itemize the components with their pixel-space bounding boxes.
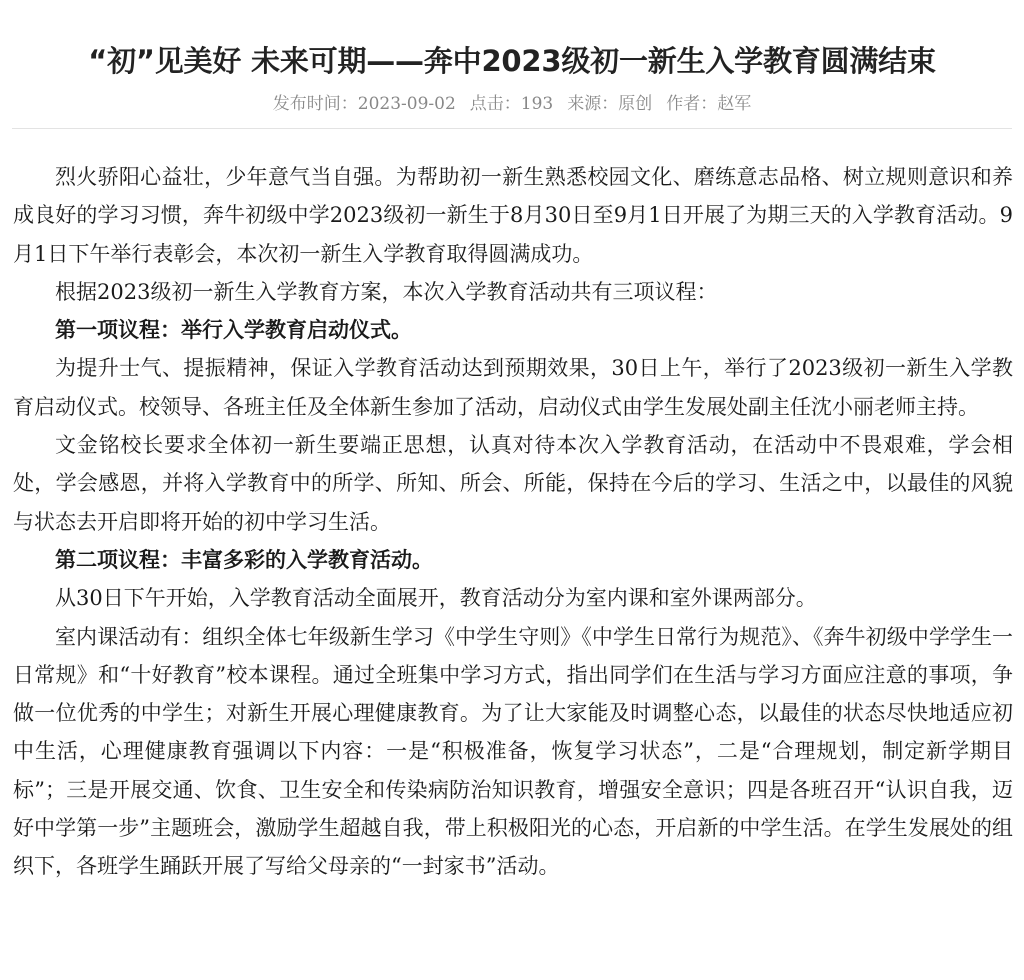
article-content xyxy=(13,158,1013,886)
agenda-heading-1: 第一项议程：举行入学教育启动仪式。 xyxy=(55,317,412,343)
publish-label: 发布时间： xyxy=(272,94,358,114)
click-count: 193 xyxy=(520,94,554,114)
clicks-label: 点击： xyxy=(469,94,521,114)
article-meta xyxy=(0,92,1024,116)
paragraph-ceremony: 为提升士气、提振精神，保证入学教育活动达到预期效果，30日上午，举行了2023级初一新生入学教育启动仪式。校领导、各班主任及全体新生参加了活动，启动仪式由学生发展处副主任沈小丽老师主持。 xyxy=(13,356,1013,419)
paragraph-indoor: 室内课活动有：组织全体七年级新生学习《中学生守则》《中学生日常行为规范》、《奔牛初级中学学生一日常规》和“十好教育”校本课程。通过全班集中学习方式，指出同学们在生活与学习方面应注意的事项，争做一位优秀的中学生；对新生开展心理健康教育。为了让大家能及时调整心态，以最佳的状态尽快地适应初中生活，心理健康教育强调以下内容：一是“积极准备，恢复学习状态”，二是“合理规划，制定新学期目标”；三是开展交通、饮食、卫生安全和传染病防治知识教育，增强安全意识；四是各班召开“认识自我，迈好中学第一步”主题班会，激励学生超越自我，带上积极阳光的心态，开启新的中学生活。在学生发展处的组织下，各班学生踊跃开展了写给父母亲的“一封家书”活动。 xyxy=(13,624,1013,879)
source-value: 原创 xyxy=(618,94,653,114)
paragraph-activities: 从30日下午开始，入学教育活动全面展开，教育活动分为室内课和室外课两部分。 xyxy=(55,586,817,611)
paragraph-intro: 烈火骄阳心益壮，少年意气当自强。为帮助初一新生熟悉校园文化、磨练意志品格、树立规则意识和养成良好的学习习惯，奔牛初级中学2023级初一新生于8月30日至9月1日开展了为期三天的入学教育活动。9月1日下午举行表彰会，本次初一新生入学教育取得圆满成功。 xyxy=(13,165,1013,266)
agenda-heading-2: 第二项议程：丰富多彩的入学教育活动。 xyxy=(55,546,433,572)
author-label: 作者： xyxy=(666,94,718,114)
publish-date: 2023-09-02 xyxy=(357,94,456,114)
source-label: 来源： xyxy=(567,94,619,114)
paragraph-agenda: 根据2023级初一新生入学教育方案，本次入学教育活动共有三项议程： xyxy=(55,279,718,304)
paragraph-principal: 文金铭校长要求全体初一新生要端正思想，认真对待本次入学教育活动，在活动中不畏艰难，学会相处，学会感恩，并将入学教育中的所学、所知、所会、所能，保持在今后的学习、生活之中，以最佳的风貌与状态去开启即将开始的初中学习生活。 xyxy=(13,433,1013,534)
author-name: 赵军 xyxy=(717,94,752,114)
meta-divider xyxy=(12,128,1012,129)
article-title: “初”见美好 未来可期——奔中2023级初一新生入学教育圆满结束 xyxy=(88,44,936,79)
